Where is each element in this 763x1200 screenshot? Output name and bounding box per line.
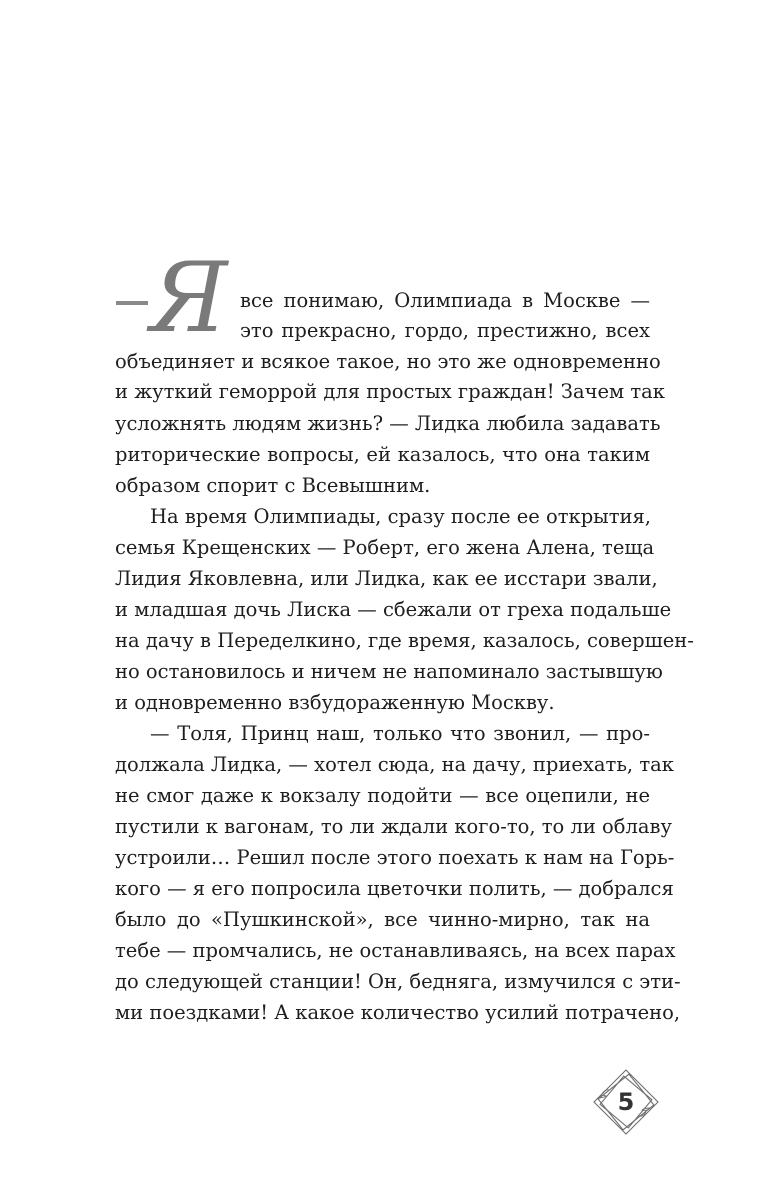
page-number: 5	[617, 1088, 635, 1116]
text-line: и одновременно взбудораженную Москву.	[115, 691, 555, 714]
text-line: семья Крещенских — Роберт, его жена Алена, теща	[115, 536, 655, 559]
dropcap-dash	[116, 301, 148, 305]
text-line: должала Лидка, — хотел сюда, на дачу, приехать, так	[115, 753, 674, 776]
text-line: все понимаю, Олимпиада в Москве —	[240, 289, 650, 312]
text-line: объединяет и всякое такое, но это же одновременно	[115, 350, 661, 373]
text-line: тебе — промчались, не останавливаясь, на всех парах	[115, 939, 676, 962]
text-line: образом спорит с Всевышним.	[115, 474, 431, 497]
text-line: На время Олимпиады, сразу после ее открытия,	[150, 505, 651, 528]
text-line: устроили… Решил после этого поехать к нам на Горь-	[115, 846, 675, 869]
text-line: но остановилось и ничем не напоминало застывшую	[115, 660, 663, 683]
text-line: было до «Пушкинской», все чинно-мирно, так на	[115, 908, 650, 931]
text-line: это прекрасно, гордо, престижно, всех	[240, 319, 650, 342]
text-line: Лидия Яковлевна, или Лидка, как ее исстари звали,	[115, 567, 658, 590]
dropcap-letter: Я	[150, 242, 228, 354]
text-line: кого — я его попросила цветочки полить, — добрался	[115, 877, 674, 900]
text-line: до следующей станции! Он, бедняга, измучился с эти-	[115, 970, 681, 993]
text-line: — Толя, Принц наш, только что звонил, — про-	[150, 722, 650, 745]
text-line: и младшая дочь Лиска — сбежали от греха подальше	[115, 598, 672, 621]
text-line: риторические вопросы, ей казалось, что она таким	[115, 443, 650, 466]
text-line: на дачу в Переделкино, где время, казалось, совершен-	[115, 629, 694, 652]
text-line: ми поездками! А какое количество усилий потрачено,	[115, 1001, 681, 1024]
text-line: не смог даже к вокзалу подойти — все оцепили, не	[115, 784, 650, 807]
text-line: пустили к вагонам, то ли ждали кого-то, то ли облаву	[115, 815, 673, 838]
text-line: и жуткий геморрой для простых граждан! Зачем так	[115, 380, 665, 403]
text-line: усложнять людям жизнь? — Лидка любила задавать	[115, 412, 661, 435]
